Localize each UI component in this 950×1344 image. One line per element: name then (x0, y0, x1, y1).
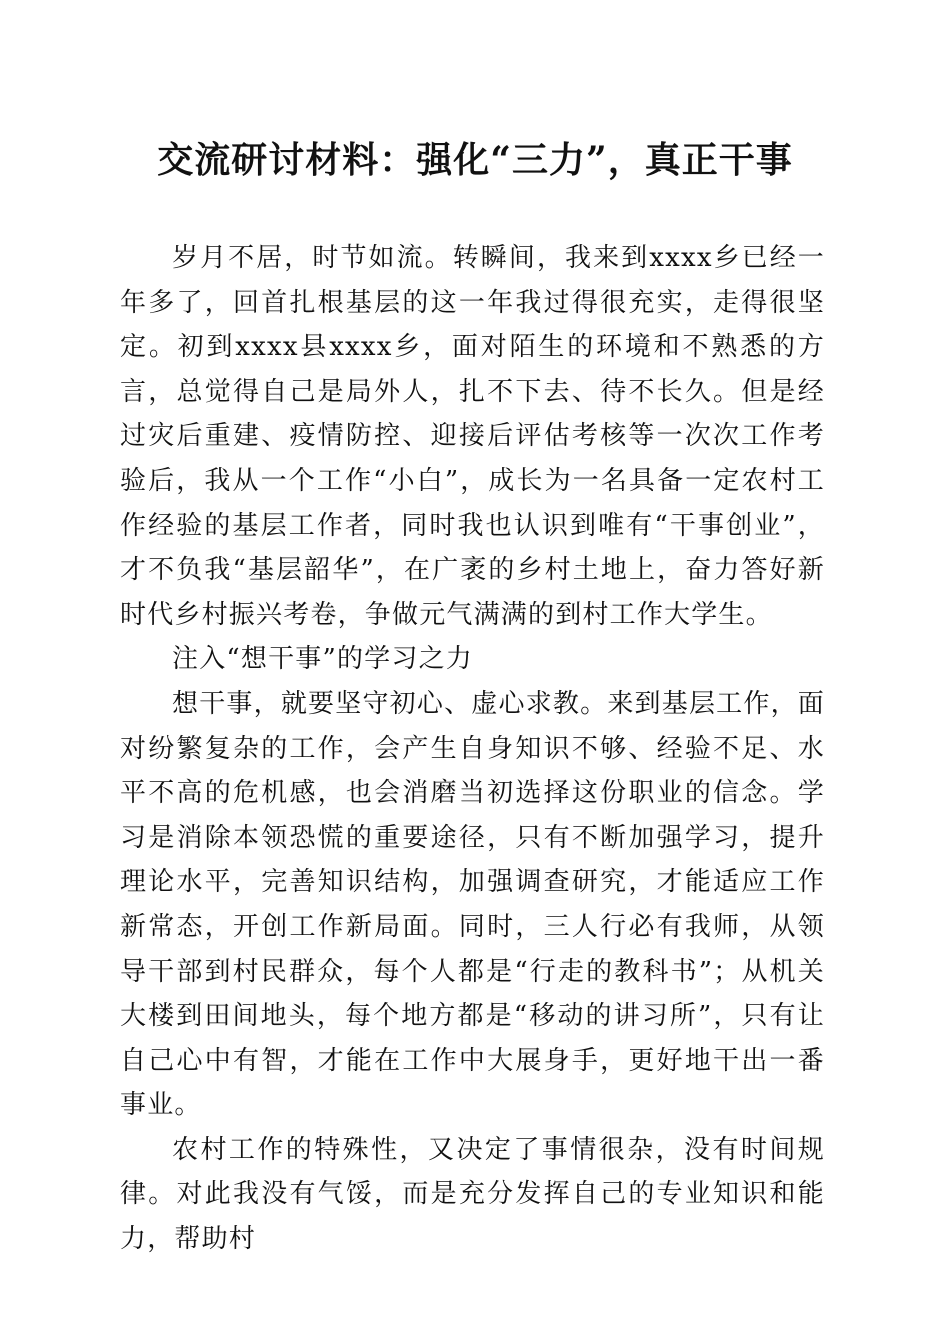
section-heading: 注入“想干事”的学习之力 (172, 644, 473, 675)
section-paragraph: 想干事，就要坚守初心、虚心求教。来到基层工作，面对纷繁复杂的工作，会产生自身知识不够、经验不足、水平不高的危机感，也会消磨当初选择这份职业的信念。学习是消除本领恐慌的重要途径，只有不断加强学习，提升理论水平，完善知识结构，加强调查研究，才能适应工作新常态，开创工作新局面。同时，三人行必有我师，从领导干部到村民群众，每个人都是“行走的教科书”；从机关大楼到田间地头，每个地方都是“移动的讲习所”，只有让自己心中有智，才能在工作中大展身手，更好地干出一番事业。 (120, 688, 825, 1121)
section-paragraph: 农村工作的特殊性，又决定了事情很杂，没有时间规律。对此我没有气馁，而是充分发挥自己的专业知识和能力，帮助村 (120, 1134, 825, 1255)
intro-paragraph: 岁月不居，时节如流。转瞬间，我来到xxxx乡已经一年多了，回首扎根基层的这一年我过得很充实，走得很坚定。初到xxxx县xxxx乡，面对陌生的环境和不熟悉的方言，总觉得自己是局外人，扎不下去、待不长久。但是经过灾后重建、疫情防控、迎接后评估考核等一次次工作考验后，我从一个工作“小白”，成长为一名具备一定农村工作经验的基层工作者，同时我也认识到唯有“干事创业”，才不负我“基层韶华”，在广袤的乡村土地上，奋力答好新时代乡村振兴考卷，争做元气满满的到村工作大学生。 (120, 243, 825, 630)
document-title: 交流研讨材料：强化“三力”，真正干事 (157, 139, 793, 181)
document-body (120, 236, 825, 1262)
